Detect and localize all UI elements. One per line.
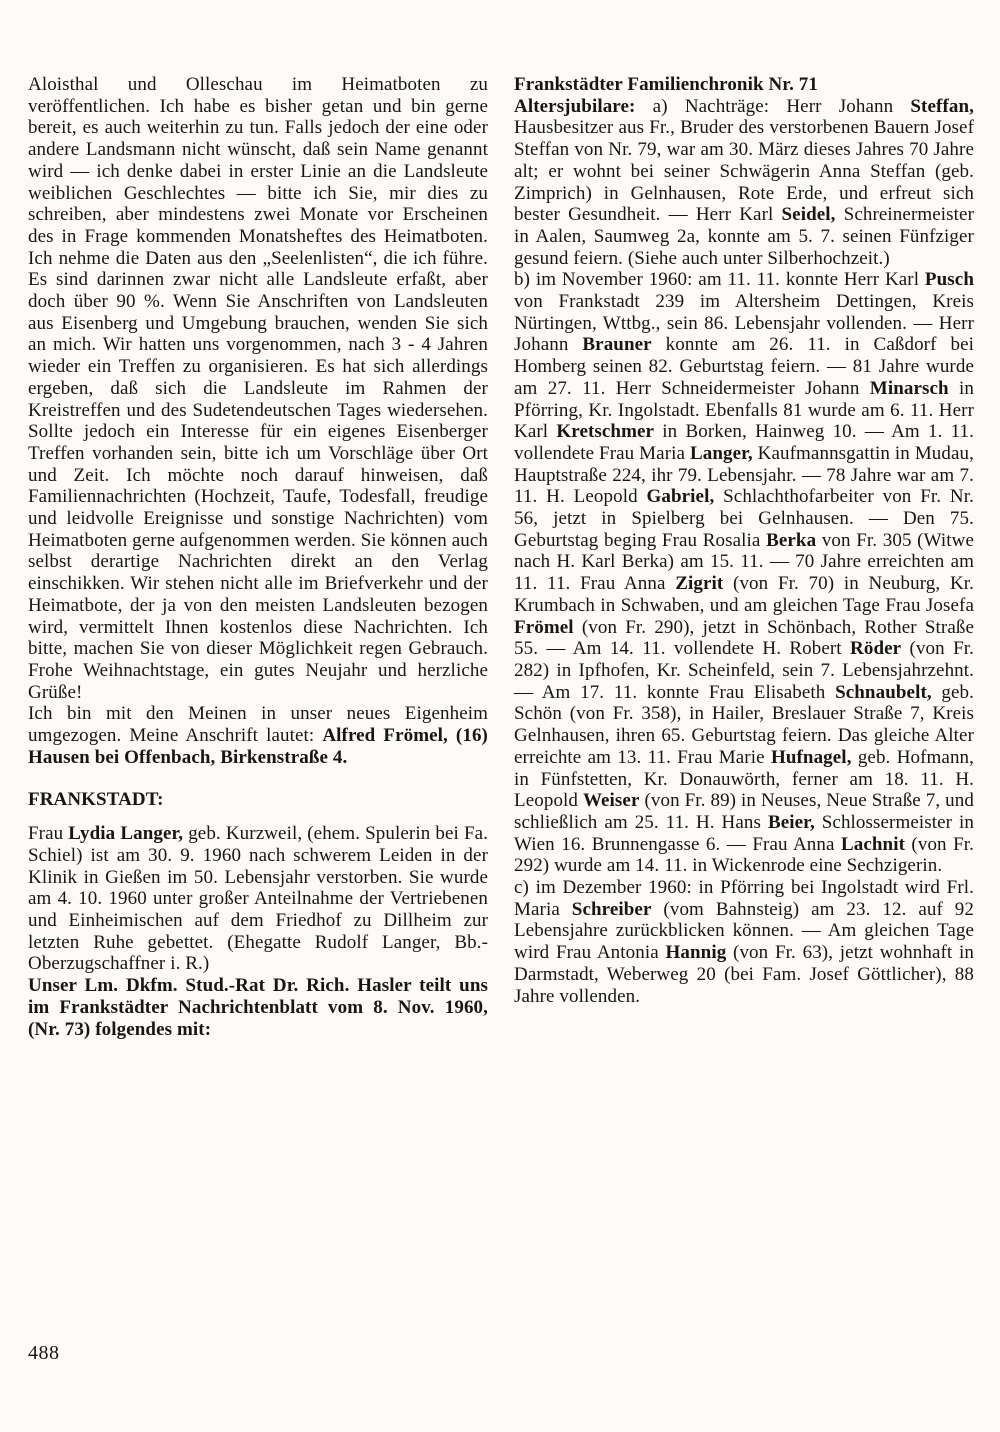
bold-text-segment: Steffan, bbox=[910, 95, 974, 117]
para-new-address bbox=[28, 703, 488, 768]
text-segment: b) im November 1960: am 11. 11. konnte Herr Karl bbox=[514, 269, 925, 291]
bold-text-segment: Hufnagel, bbox=[770, 746, 852, 768]
page-number: 488 bbox=[28, 1342, 60, 1364]
bold-text-segment: Beier, bbox=[767, 811, 815, 833]
bold-text-segment: Kretschmer bbox=[556, 421, 655, 443]
bold-text-segment: Frankstädter Familienchronik Nr. 71 bbox=[514, 74, 818, 95]
text-segment: (von Fr. 63), jetzt wohnhaft in Darmstadt, Weberweg 20 (bei Fam. Josef Göttlicher), 88 Jahre vollenden. bbox=[514, 942, 974, 1007]
bold-text-segment: Berka bbox=[766, 529, 817, 551]
bold-text-segment: Lydia Langer, bbox=[68, 823, 184, 845]
text-segment: Frau bbox=[28, 823, 69, 845]
heading-frankstadt bbox=[28, 789, 488, 811]
bold-text-segment: Schnaubelt, bbox=[835, 681, 932, 703]
heading-familienchronik bbox=[514, 74, 974, 96]
text-segment: konnte am 26. 11. in Caßdorf bei Homberg seinen 82. Geburtstag feiern. — 81 Jahre wurde am 27. 11. Herr Schneidermeister Johann bbox=[514, 334, 974, 399]
bold-text-segment: Pusch bbox=[924, 269, 974, 291]
text-segment: c) im Dezember 1960: in Pförring bei Ingolstadt wird Frl. Maria bbox=[514, 877, 974, 920]
text-segment: geb. Kurzweil, (ehem. Spulerin bei Fa. Schiel) ist am 30. 9. 1960 nach schwerem Leiden in der Klinik in Gießen im 50. Lebensjahr verstorben. Sie wurde am 4. 10. 1960 unter großer Anteilnahme der Vertriebenen und Einheimischen auf dem Friedhof zu Dillheim zur letzten Ruhe gebettet. (Ehegatte Rudolf Langer, Bb.-Oberzugschaffner i. R.) bbox=[28, 823, 488, 975]
text-segment: geb. Hofmann, in Fünfstetten, Kr. Donauwörth, ferner am 18. 11. H. Leopold bbox=[514, 746, 974, 812]
text-segment: Aloisthal und Olleschau im Heimatboten zu veröffentlichen. Ich habe es bisher getan und bin gerne bereit, es auch weiterhin zu tun. Falls jedoch der eine oder andere Landsmann nicht wünscht, daß sein Name genannt wird — ich denke dabei in erster Linie an die Landsleute weiblichen Geschlechtes — bitte ich Sie, mir dies zu schreiben, aber mindestens zwei Monate vor Erscheinen des in Frage kommenden Monatsheftes des Heimatboten. Ich nehme die Daten aus den „Seelenlisten“, die ich führe. Es sind darinnen zwar nicht alle Landsleute erfaßt, aber doch über 90 %. Wenn Sie Anschriften von Landsleuten aus Eisenberg und Umgebung brauchen, wenden Sie sich an mich. Wir hatten uns vorgenommen, nach 3 - 4 Jahren wieder ein Treffen zu organisieren. Es hat sich allerdings ergeben, daß sich die Landsleute im Rahmen der Kreistreffen und des Sudetendeutschen Tages wiedersehen. Sollte jedoch ein Interesse für ein eigenes Eisenberger Treffen vorhanden sein, bitte ich um Vorschläge über Ort und Zeit. Ich möchte noch darauf hinweisen, daß Familiennachrichten (Hochzeit, Taufe, Todesfall, freudige und leidvolle Ereignisse und sonstige Nachrichten) vom Heimatboten gerne aufgenommen werden. Sie können auch selbst derartige Nachrichten direkt an den Verlag einschikken. Wir stehen nicht alle im Briefverkehr und der Heimatbote, der ja von den meisten Landsleuten bezogen wird, vermittelt Ihnen kostenlos diese Nachrichten. Ich bitte, machen Sie von dieser Möglichkeit regen Gebrauch. Frohe Weihnachtstage, ein gutes Neujahr und herzliche Grüße! bbox=[28, 74, 488, 703]
text-segment: (von Fr. 89) in Neuses, Neue Straße 7, und schließlich am 25. 11. H. Hans bbox=[514, 790, 974, 833]
bold-text-segment: FRANKSTADT: bbox=[28, 788, 164, 810]
text-segment: von Fr. 305 (Witwe nach H. Karl Berka) am 15. 11. — 70 Jahre erreichten am 11. 11. Frau Anna bbox=[514, 529, 974, 595]
text-segment: geb. Schön (von Fr. 358), in Hailer, Breslauer Straße 7, Kreis Gelnhausen, ihren 65. Geburtstag feiern. Das gleiche Alter erreichte am 13. 11. Frau Marie bbox=[514, 681, 974, 768]
text-segment: (von Fr. 292) wurde am 14. 11. in Wickenrode eine Sechzigerin. bbox=[514, 833, 974, 877]
bold-text-segment: Gabriel, bbox=[646, 486, 715, 508]
text-segment: (von Fr. 282) in Ipfhofen, Kr. Scheinfeld, sein 7. Lebensjahrzehnt. — Am 17. 11. konnte Frau Elisabeth bbox=[514, 638, 974, 703]
bold-text-segment: Röder bbox=[850, 638, 902, 660]
para-obituary-langer bbox=[28, 823, 488, 975]
para-altersjubilare-a bbox=[514, 96, 974, 270]
bold-text-segment: Frömel bbox=[514, 616, 574, 638]
para-altersjubilare-b bbox=[514, 269, 974, 877]
text-segment: a) Nachträge: Herr Johann bbox=[635, 95, 911, 117]
text-segment: Ich bin mit den Meinen in unser neues Eigenheim umgezogen. Meine Anschrift lautet: bbox=[28, 703, 488, 747]
bold-text-segment: Seidel, bbox=[781, 204, 836, 226]
text-segment: Hausbesitzer aus Fr., Bruder des verstorbenen Bauern Josef Steffan von Nr. 79, war am 30. März dieses Jahres 70 Jahre alt; er wohnt bei seiner Schwägerin Anna Steffan (geb. Zimprich) in Gelnhausen, Rote Erde, und erfreut sich bester Gesundheit. — Herr Karl bbox=[514, 117, 974, 226]
text-segment: Schreinermeister in Aalen, Saumweg 2a, konnte am 5. 7. seinen Fünfziger gesund feiern. (Siehe auch unter Silberhochzeit.) bbox=[514, 204, 974, 269]
bold-text-segment: Alfred Frömel, (16) Hausen bei Offenbach, Birkenstraße 4. bbox=[28, 725, 488, 768]
left-column bbox=[28, 74, 488, 1040]
bold-text-segment: Schreiber bbox=[571, 898, 652, 920]
text-segment: Schlachthofarbeiter von Fr. Nr. 56, jetzt in Spielberg bei Gelnhausen. — Den 75. Geburtstag beging Frau Rosalia bbox=[514, 486, 974, 551]
para-hasler-notice bbox=[28, 975, 488, 1040]
text-segment: (von Fr. 70) in Neuburg, Kr. Krumbach in Schwaben, und am gleichen Tage Frau Josefa bbox=[514, 573, 974, 616]
text-segment: Schlossermeister in Wien 16. Brunnengasse 6. — Frau Anna bbox=[514, 811, 975, 855]
bold-text-segment: Hannig bbox=[665, 942, 727, 964]
para-heimatbote-letter bbox=[28, 74, 488, 703]
bold-text-segment: Langer, bbox=[689, 442, 753, 464]
text-segment: Kaufmannsgattin in Mudau, Hauptstraße 224, ihr 79. Lebensjahr. — 78 Jahre war am 7. 11. H. Leopold bbox=[514, 442, 974, 508]
right-column bbox=[514, 74, 974, 1007]
bold-text-segment: Brauner bbox=[582, 334, 652, 356]
text-segment: in Pförring, Kr. Ingolstadt. Ebenfalls 81 wurde am 6. 11. Herr Karl bbox=[514, 377, 974, 443]
text-segment: von Frankstadt 239 im Altersheim Dettingen, Kreis Nürtingen, Wttbg., sein 86. Lebensjahr vollenden. — Herr Johann bbox=[514, 291, 974, 356]
bold-text-segment: Lachnit bbox=[840, 833, 905, 855]
bold-text-segment: Minarsch bbox=[869, 377, 949, 399]
text-segment: (von Fr. 290), jetzt in Schönbach, Rother Straße 55. — Am 14. 11. vollendete H. Robert bbox=[514, 616, 974, 660]
text-segment: (vom Bahnsteig) am 23. 12. auf 92 Lebensjahre zurückblicken können. — Am gleichen Tage wird Frau Antonia bbox=[514, 898, 975, 964]
para-altersjubilare-c bbox=[514, 877, 974, 1007]
bold-text-segment: Weiser bbox=[582, 790, 640, 812]
bold-text-segment: Zigrit bbox=[675, 573, 724, 595]
text-segment: in Borken, Hainweg 10. — Am 1. 11. vollendete Frau Maria bbox=[514, 421, 975, 464]
bold-text-segment: Altersjubilare: bbox=[514, 95, 636, 117]
bold-text-segment: Unser Lm. Dkfm. Stud.-Rat Dr. Rich. Hasler teilt uns im Frankstädter Nachrichtenblatt vom 8. Nov. 1960, (Nr. 73) folgendes mit: bbox=[28, 975, 488, 1040]
